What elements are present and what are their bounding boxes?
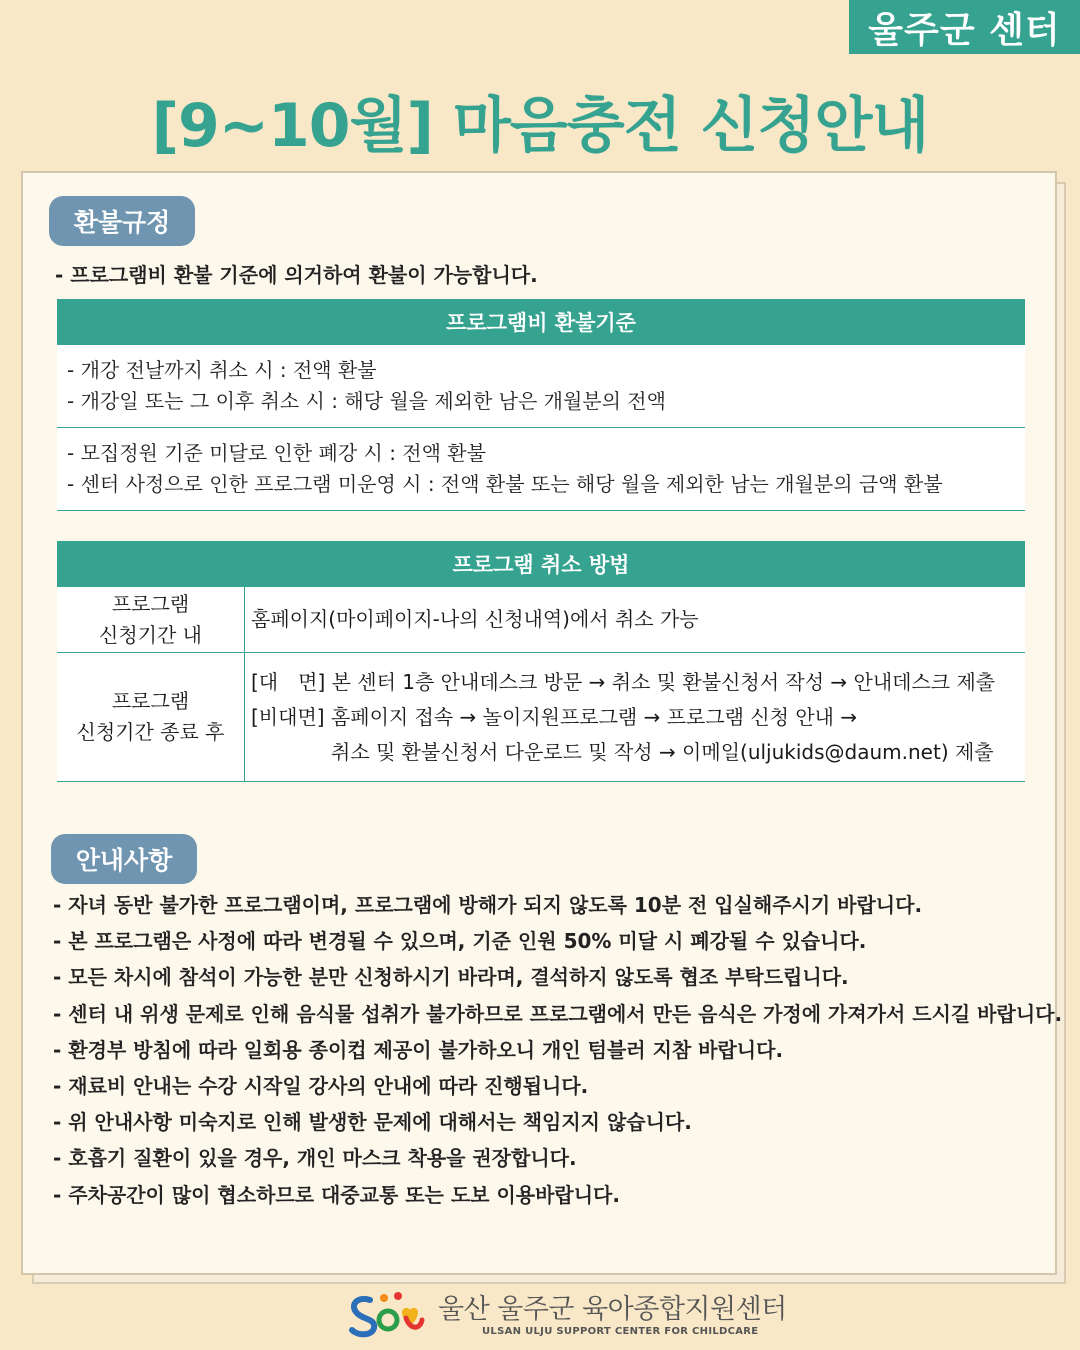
table-row bbox=[57, 653, 1025, 782]
list-item: - 재료비 안내는 수강 시작일 강사의 안내에 따라 진행됩니다. bbox=[53, 1074, 589, 1099]
organization-name-en: ULSAN ULJU SUPPORT CENTER FOR CHILDCARE bbox=[482, 1325, 759, 1337]
refund-rule: - 개강 전날까지 취소 시 : 전액 환불 bbox=[67, 358, 377, 382]
organization-name: 울산 울주군 육아종합지원센터 bbox=[438, 1293, 787, 1325]
info-card bbox=[21, 171, 1063, 1275]
notice-list bbox=[53, 887, 1063, 1213]
row-label-line: 신청기간 종료 후 bbox=[76, 720, 225, 744]
row-label-line: 프로그램 bbox=[111, 591, 190, 616]
notice-badge: 안내사항 bbox=[51, 834, 197, 884]
list-item: - 센터 내 위생 문제로 인해 음식물 섭취가 불가하므로 프로그램에서 만든 음식은 가정에 가져가서 드시길 바랍니다. bbox=[53, 1001, 1063, 1026]
row-label bbox=[57, 653, 245, 781]
list-item: - 본 프로그램은 사정에 따라 변경될 수 있으며, 기준 인원 50% 미달 시 폐강될 수 있습니다. bbox=[53, 929, 867, 954]
refund-criteria-table bbox=[57, 299, 1025, 511]
list-item: - 위 안내사항 미숙지로 인해 발생한 문제에 대해서는 책임지지 않습니다. bbox=[53, 1110, 692, 1135]
ulju-center-logo-icon bbox=[348, 1290, 426, 1340]
cancel-instruction: 취소 및 환불신청서 다운로드 및 작성 → 이메일(uljukids@daum.net) 제출 bbox=[331, 739, 994, 764]
list-item: - 모든 차시에 참석이 가능한 분만 신청하시기 바라며, 결석하지 않도록 협조 부탁드립니다. bbox=[53, 965, 849, 990]
refund-rule: - 개강일 또는 그 이후 취소 시 : 해당 월을 제외한 남은 개월분의 전액 bbox=[67, 389, 666, 413]
row-label bbox=[57, 587, 245, 652]
footer bbox=[348, 1290, 787, 1340]
row-content bbox=[245, 587, 1025, 652]
list-item: - 환경부 방침에 따라 일회용 종이컵 제공이 불가하오니 개인 텀블러 지참 바랍니다. bbox=[53, 1037, 784, 1062]
cancel-instruction: [대 면] 본 센터 1층 안내데스크 방문 → 취소 및 환불신청서 작성 → 안내데스크 제출 bbox=[251, 669, 996, 694]
row-label-line: 신청기간 내 bbox=[99, 622, 202, 647]
refund-group-2 bbox=[57, 428, 1025, 511]
refund-policy-badge: 환불규정 bbox=[49, 196, 195, 246]
cancel-method-table bbox=[57, 541, 1025, 782]
refund-group-1 bbox=[57, 345, 1025, 428]
list-item: - 자녀 동반 불가한 프로그램이며, 프로그램에 방해가 되지 않도록 10분 전 입실해주시기 바랍니다. bbox=[53, 893, 923, 917]
page-title: [9~10월] 마음충전 신청안내 bbox=[151, 91, 929, 161]
refund-table-header: 프로그램비 환불기준 bbox=[57, 299, 1025, 345]
list-item: - 호흡기 질환이 있을 경우, 개인 마스크 착용을 권장합니다. bbox=[53, 1146, 577, 1171]
cancel-instruction: 홈페이지(마이페이지-나의 신청내역)에서 취소 가능 bbox=[251, 607, 699, 631]
table-row bbox=[57, 587, 1025, 653]
refund-intro: - 프로그램비 환불 기준에 의거하여 환불이 가능합니다. bbox=[55, 263, 538, 287]
row-label-line: 프로그램 bbox=[111, 689, 190, 713]
center-tag: 울주군 센터 bbox=[849, 0, 1080, 54]
row-content bbox=[245, 653, 1025, 781]
cancel-instruction: [비대면] 홈페이지 접속 → 놀이지원프로그램 → 프로그램 신청 안내 → bbox=[251, 704, 858, 729]
refund-rule: - 모집정원 기준 미달로 인한 폐강 시 : 전액 환불 bbox=[67, 441, 486, 465]
cancel-table-header: 프로그램 취소 방법 bbox=[57, 541, 1025, 587]
list-item: - 주차공간이 많이 협소하므로 대중교통 또는 도보 이용바랍니다. bbox=[53, 1182, 620, 1207]
refund-rule: - 센터 사정으로 인한 프로그램 미운영 시 : 전액 환불 또는 해당 월을 제외한 남는 개월분의 금액 환불 bbox=[67, 472, 943, 496]
